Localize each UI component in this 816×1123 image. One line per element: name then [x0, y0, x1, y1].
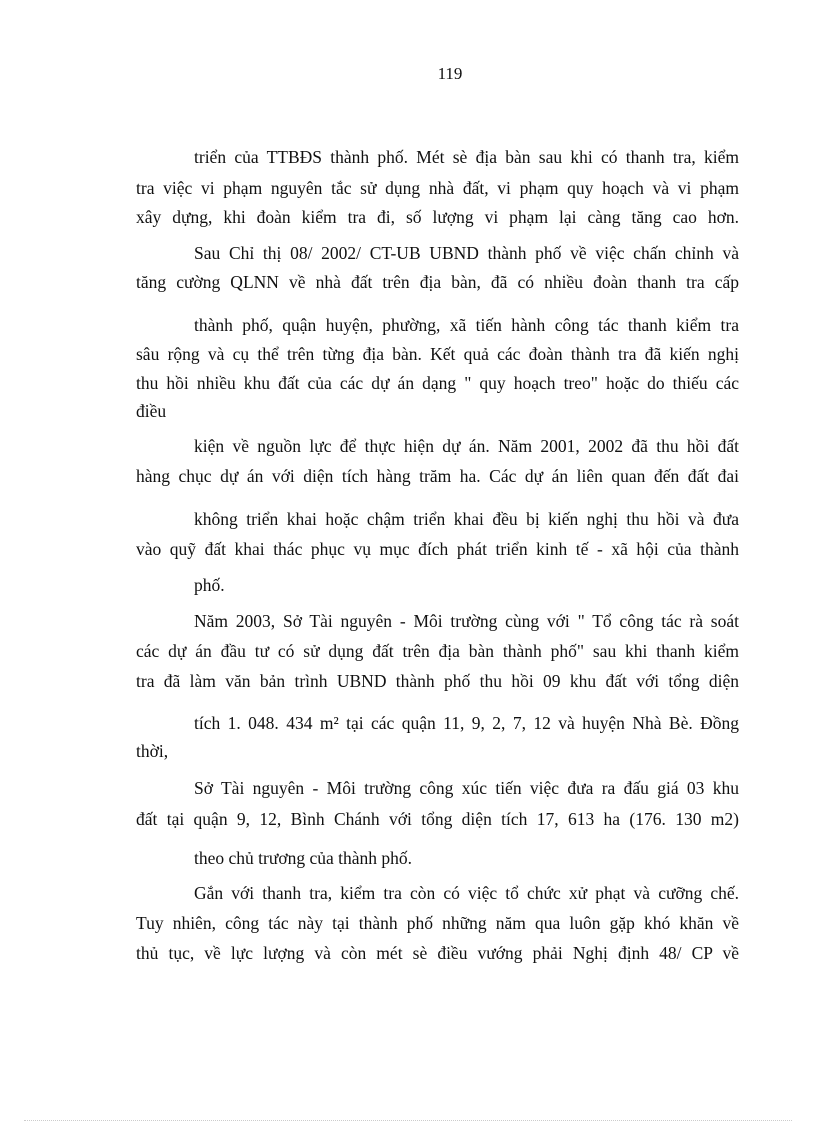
text-line: tra đã làm văn bản trình UBND thành phố thu hồi 09 khu đất với tổng diện	[136, 671, 739, 691]
text-line: phố.	[194, 575, 225, 595]
text-line: vào quỹ đất khai thác phục vụ mục đích phát triển kinh tế - xã hội của thành	[136, 539, 739, 559]
text-line: Tuy nhiên, công tác này tại thành phố những năm qua luôn gặp khó khăn về	[136, 913, 739, 933]
text-line: đất tại quận 9, 12, Bình Chánh với tổng diện tích 17, 613 ha (176. 130 m2)	[136, 809, 739, 829]
text-line: thời,	[136, 741, 169, 761]
text-line: xây dựng, khi đoàn kiểm tra đi, số lượng vi phạm lại càng tăng cao hơn.	[136, 207, 739, 227]
text-line: thành phố, quận huyện, phường, xã tiến hành công tác thanh kiểm tra	[194, 315, 739, 335]
page-number: 119	[437, 64, 463, 83]
text-line: theo chủ trương của thành phố.	[194, 848, 412, 868]
text-line: không triển khai hoặc chậm triển khai đều bị kiến nghị thu hồi và đưa	[194, 509, 739, 529]
text-line: kiện về nguồn lực để thực hiện dự án. Năm 2001, 2002 đã thu hồi đất	[194, 436, 739, 456]
text-line: thu hồi nhiều khu đất của các dự án dạng " quy hoạch treo" hoặc do thiếu các	[136, 373, 739, 393]
text-line: triển của TTBĐS thành phố. Mét sè địa bàn sau khi có thanh tra, kiểm	[194, 147, 739, 167]
text-line: điều	[136, 401, 167, 421]
text-line: Năm 2003, Sở Tài nguyên - Môi trường cùng với " Tổ công tác rà soát	[194, 611, 739, 631]
text-line: các dự án đầu tư có sử dụng đất trên địa bàn thành phố" sau khi thanh kiểm	[136, 641, 739, 661]
text-line: hàng chục dự án với diện tích hàng trăm ha. Các dự án liên quan đến đất đai	[136, 466, 739, 486]
text-line: tích 1. 048. 434 m² tại các quận 11, 9, 2, 7, 12 và huyện Nhà Bè. Đồng	[194, 713, 739, 733]
page-bottom-divider	[24, 1120, 792, 1121]
text-line: Gắn với thanh tra, kiểm tra còn có việc tổ chức xử phạt và cưỡng chế.	[194, 883, 739, 903]
text-line: Sau Chỉ thị 08/ 2002/ CT-UB UBND thành phố về việc chấn chỉnh và	[194, 243, 739, 263]
text-line: sâu rộng và cụ thể trên từng địa bàn. Kết quả các đoàn thành tra đã kiến nghị	[136, 344, 739, 364]
text-line: thủ tục, về lực lượng và còn mét sè điều vướng phải Nghị định 48/ CP về	[136, 943, 739, 963]
text-line: Sở Tài nguyên - Môi trường công xúc tiến việc đưa ra đấu giá 03 khu	[194, 778, 739, 798]
text-line: tăng cường QLNN về nhà đất trên địa bàn, đã có nhiều đoàn thanh tra cấp	[136, 272, 739, 292]
text-line: tra việc vi phạm nguyên tắc sử dụng nhà đất, vi phạm quy hoạch và vi phạm	[136, 178, 739, 198]
